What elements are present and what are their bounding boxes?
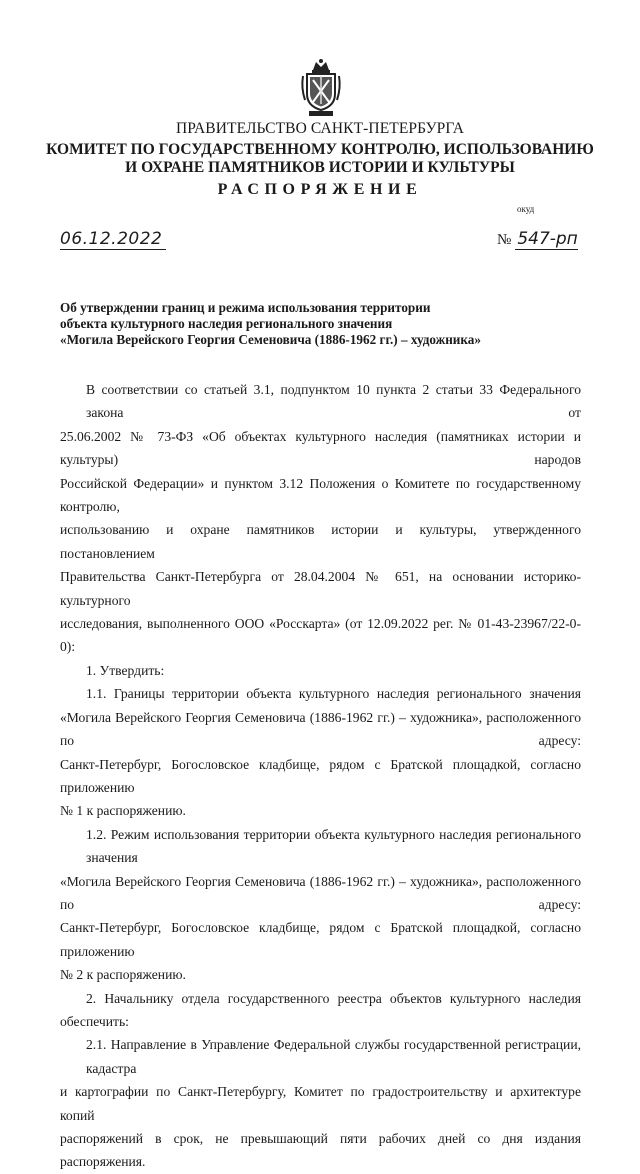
text-line: «Могила Верейского Георгия Семеновича (1886-1962 гг.) – художника», расположенного по адресу: [60, 873, 581, 912]
text-line: 1.2. Режим использования территории объекта культурного наследия регионального значения [86, 826, 581, 866]
text-line: 1.1. Границы территории объекта культурного наследия регионального значения [86, 686, 581, 702]
document-body [60, 378, 581, 1174]
text-line: Российской Федерации» и пунктом 3.12 Положения о Комитете по государственному контролю, [60, 475, 581, 515]
number-sign: № [497, 232, 512, 248]
item-1: 1. Утвердить: [86, 662, 165, 678]
committee-name-line: И ОХРАНЕ ПАМЯТНИКОВ ИСТОРИИ И КУЛЬТУРЫ [125, 159, 515, 176]
subject-line: Об утверждении границ и режима использования территории [60, 300, 431, 315]
text-line: исследования, выполненного ООО «Росскарта» (от 12.09.2022 рег. № 01-43-23967/22-0-0): [60, 616, 581, 655]
document-date: 06.12.2022 [60, 229, 166, 250]
item-1-1 [60, 682, 581, 822]
text-line: «Могила Верейского Георгия Семеновича (1886-1962 гг.) – художника», расположенного по адресу: [60, 709, 581, 749]
document-subject [60, 300, 500, 348]
document-type-title: РАСПОРЯЖЕНИЕ [217, 181, 423, 198]
text-line: 25.06.2002 № 73-ФЗ «Об объектах культурного наследия (памятниках истории и культуры) народов [60, 428, 581, 468]
text-line: № 1 к распоряжению. [60, 803, 186, 819]
committee-name [0, 141, 640, 177]
text-line: В соответствии со статьей 3.1, подпунктом 10 пункта 2 статьи 33 Федерального закона от [86, 382, 581, 421]
document-number-value: 547-рп [517, 229, 578, 249]
text-line: № 2 к распоряжению. [60, 967, 186, 983]
text-line: распоряжений в срок, не превышающий пяти рабочих дней со дня издания распоряжения. [60, 1131, 581, 1170]
preamble-paragraph [60, 378, 581, 659]
text-line: Правительства Санкт-Петербурга от 28.04.2004 № 651, на основании историко-культурного [60, 569, 581, 608]
item-2: 2. Начальнику отдела государственного реестра объектов культурного наследия обеспечить: [60, 990, 581, 1029]
text-line: и картографии по Санкт-Петербургу, Комитет по градостроительству и архитектуре копий [60, 1084, 581, 1123]
coat-of-arms-emblem [299, 58, 343, 118]
document-number [497, 229, 578, 250]
subject-line: «Могила Верейского Георгия Семеновича (1886-1962 гг.) – художника» [60, 332, 481, 347]
text-line: использованию и охране памятников истории и культуры, утвержденного постановлением [60, 522, 581, 561]
okud-label: окуд [517, 204, 535, 214]
text-line: 2.1. Направление в Управление Федеральной службы государственной регистрации, кадастра [86, 1037, 581, 1076]
government-name: ПРАВИТЕЛЬСТВО САНКТ-ПЕТЕРБУРГА [175, 120, 465, 137]
item-2-1 [60, 1033, 581, 1173]
text-line: Санкт-Петербург, Богословское кладбище, рядом с Братской площадкой, согласно приложению [60, 756, 581, 795]
text-line: Санкт-Петербург, Богословское кладбище, рядом с Братской площадкой, согласно приложению [60, 920, 581, 959]
committee-name-line: КОМИТЕТ ПО ГОСУДАРСТВЕННОМУ КОНТРОЛЮ, ИСПОЛЬЗОВАНИЮ [46, 141, 594, 158]
subject-line: объекта культурного наследия регионального значения [60, 316, 393, 331]
